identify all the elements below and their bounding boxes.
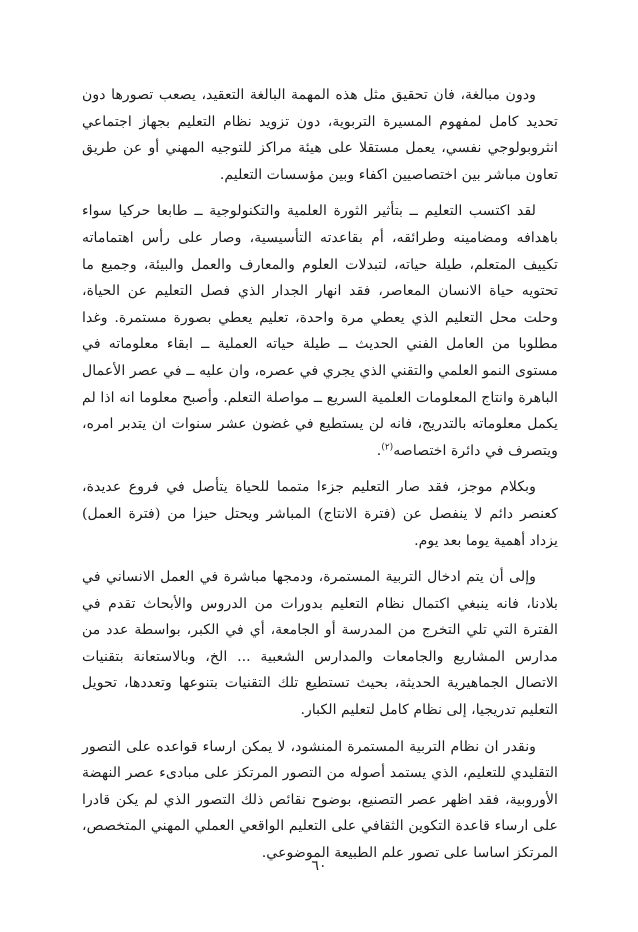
paragraph-2 [82,198,558,464]
paragraph-2-tail: . [376,442,382,459]
document-page [82,82,558,877]
footnote-marker[interactable]: (٢) [381,441,394,452]
paragraph-1: ودون مبالغة، فان تحقيق مثل هذه المهمة البالغة التعقيد، يصعب تصورها دون تحديد كامل لمفهوم المسيرة التربوية، دون تزويد نظام التعليم بجهاز اجتماعي انثروبولوجي نفسي، يعمل مستقلا على هيئة مراكز للتوجيه المهني أو عن طريق تعاون مباشر بين اختصاصيين اكفاء وبين مؤسسات التعليم. [82,87,558,183]
page-number: ٦٠ [311,858,327,874]
paragraph-2-text: لقد اكتسب التعليم ــ بتأثير الثورة العلمية والتكنولوجية ــ طابعا حركيا سواء باهدافه ومضامينه وطرائقه، أم بقاعدته التأسيسية، وصار على رأس اهتماماته تكييف المتعلم، طيلة حياته، لتبدلات العلوم والمعارف والعمل والبيئة، وجميع ما تحتويه حياة الانسان المعاصر، فقد انهار الجدار الذي فصل التعليم عن الحياة، وحلت محل التعليم الذي يعطي مرة واحدة، تعليم يعطي بصورة مستمرة. وغدا مطلوبا من العامل الفني الحديث ــ طيلة حياته العملية ــ ابقاء معلوماته في مستوى النمو العلمي والتقني الذي يجري في عصره، وان عليه ــ في عصر الأعمال الباهرة وانتاج المعلومات العلمية السريع ــ مواصلة التعلم. وأصبح معلوما انه اذا لم يكمل معلوماته بالتدريج، فانه لن يستطيع في غضون عشر سنوات ان يتدبر امره، ويتصرف في دائرة اختصاصه [82,203,558,459]
paragraph-3: وبكلام موجز، فقد صار التعليم جزءا متمما للحياة يتأصل في فروع عديدة، كعنصر دائم لا ينفصل عن (فترة الانتاج) المباشر ويحتل حيزا من (فترة العمل) يزداد أهمية يوما بعد يوم. [82,479,558,549]
paragraph-4: وإلى أن يتم ادخال التربية المستمرة، ودمجها مباشرة في العمل الانساني في بلادنا، فانه ينبغي اكتمال نظام التعليم بدورات من الدروس والأبحاث تقدم في الفترة التي تلي التخرج من المدرسة أو الجامعة، أي في الكبر، بواسطة عدد من مدارس المشاريع والجامعات والمدارس الشعبية ... الخ، وبالاستعانة بتقنيات الاتصال الجماهيرية الحديثة، بحيث تستطيع تلك التقنيات بتنوعها وتعددها، تحويل التعليم تدريجيا، إلى نظام كامل لتعليم الكبار. [82,569,558,719]
paragraph-5: ونقدر ان نظام التربية المستمرة المنشود، لا يمكن ارساء قواعده على التصور التقليدي للتعليم، الذي يستمد أصوله من التصور المرتكز على مبادىء عصر النهضة الأوروبية، فقد اظهر عصر التصنيع، بوضوح نقائص ذلك التصور الذي لم يكن قادرا على ارساء قاعدة التكوين الثقافي على التعليم الواقعي العملي المهني المتخصص، المرتكز اساسا على تصور علم الطبيعة الموضوعي. [82,738,558,862]
